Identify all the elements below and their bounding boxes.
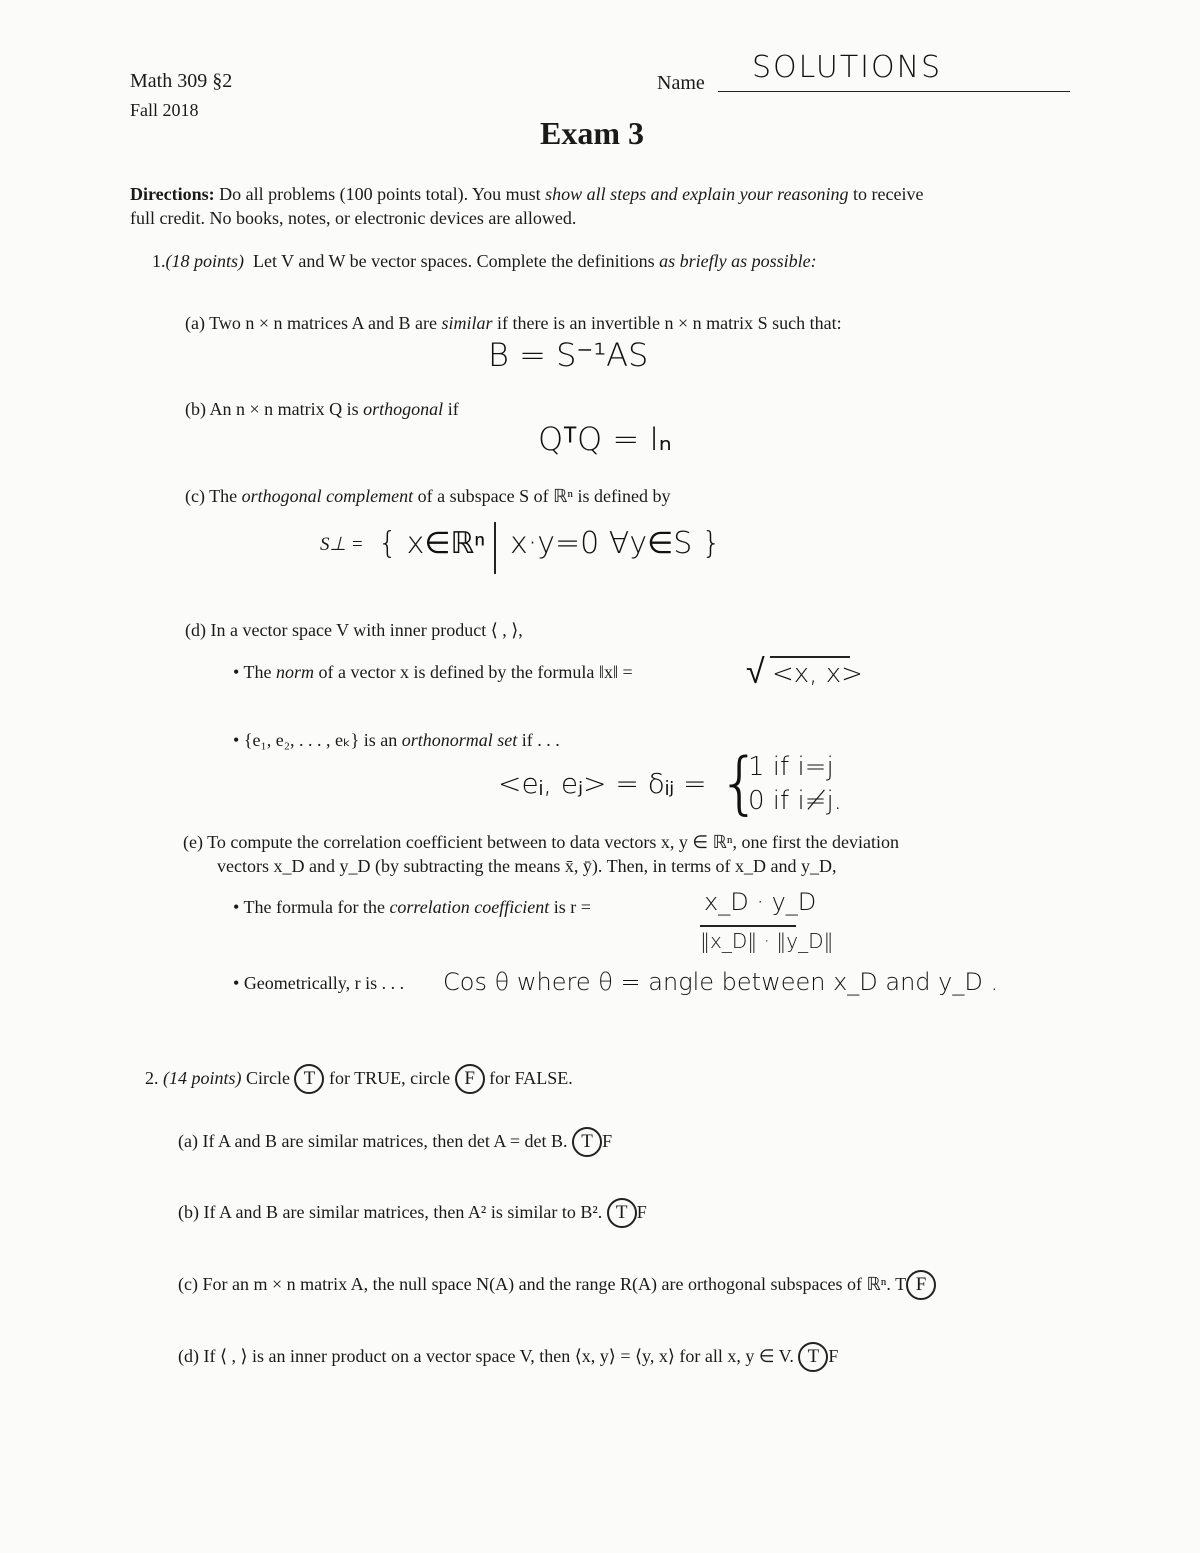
q1d-b2-post: if . . . (521, 730, 560, 750)
q2b-item (178, 1198, 647, 1228)
q1-text: Let V and W be vector spaces. Complete the definitions (253, 251, 655, 271)
course-label: Math 309 §2 (130, 70, 233, 92)
q1b-body-2: if (447, 399, 459, 419)
q1e-b2-pre: Geometrically, r is . . . (243, 973, 405, 993)
q2-intro-post: for FALSE. (489, 1068, 573, 1088)
q2d-item (178, 1342, 838, 1372)
directions-line-1 (130, 184, 923, 205)
q1d-b1-term: norm (275, 662, 314, 682)
q1d-b2-term: orthonormal set (401, 730, 518, 750)
q1e-b2-answer: Cos θ where θ = angle between x_D and y_D . (443, 968, 999, 996)
q1c-answer-left: { x∈ℝⁿ (378, 526, 486, 561)
q2b-label: (b) (178, 1202, 199, 1222)
q1e-b1-term: correlation coefficient (389, 897, 550, 917)
q2d-text: If ⟨ , ⟩ is an inner product on a vector space V, then ⟨x, y⟩ = ⟨y, x⟩ for all x, y ∈ V. (203, 1346, 794, 1366)
q1e-label: (e) (183, 832, 203, 852)
q1c-label: (c) (185, 486, 205, 506)
q2d-other-letter: F (828, 1346, 839, 1366)
q1d-b2-answer: <eᵢ, eⱼ> = δᵢⱼ = (498, 767, 707, 800)
q2-number: 2. (145, 1068, 159, 1088)
q2a-item (178, 1127, 612, 1157)
q1e-b1-pre: The formula for the (243, 897, 385, 917)
q1e-line-2: vectors x_D and y_D (by subtracting the means x̄, ȳ). Then, in terms of x_D and y_D, (217, 856, 837, 876)
q2-intro-pre: Circle (246, 1068, 290, 1088)
q1d-text (185, 620, 523, 641)
q2-true-circle: T (294, 1064, 324, 1094)
q2d-label: (d) (178, 1346, 199, 1366)
directions-emphasis: show all steps and explain your reasoning (545, 184, 849, 204)
q2-prompt (145, 1064, 573, 1094)
q1e-bullet-2: • Geometrically, r is . . . (233, 973, 405, 993)
q1a-body: Two n × n matrices A and B are (209, 313, 438, 333)
q2a-circled-answer: T (572, 1127, 602, 1157)
q2b-circled-answer: T (607, 1198, 637, 1228)
q2a-other-letter: F (602, 1131, 613, 1151)
q1c-text (185, 486, 671, 507)
q1c-answer-right: x·y=0 ∀y∈S } (510, 526, 721, 561)
q1-number: 1. (152, 251, 166, 271)
q1-points: (18 points) (165, 251, 244, 271)
q1e-fraction-bar (700, 925, 796, 927)
q2c-label: (c) (178, 1274, 198, 1294)
q2a-text: If A and B are similar matrices, then det A = det B. (202, 1131, 568, 1151)
exam-title: Exam 3 (540, 115, 644, 151)
q1-prompt (152, 251, 817, 272)
q2d-circled-answer: T (798, 1342, 828, 1372)
q1c-body-2: of a subspace S of ℝⁿ is defined by (417, 486, 671, 506)
q1c-bar (494, 522, 496, 574)
directions-text-after: to receive (853, 184, 924, 204)
q1b-body: An n × n matrix Q is (209, 399, 359, 419)
q1a-term: similar (441, 313, 493, 333)
name-label: Name (657, 72, 705, 94)
q2-points: (14 points) (163, 1068, 242, 1088)
q1c-lhs: S⊥ = (320, 534, 364, 555)
term-label: Fall 2018 (130, 100, 199, 120)
name-value: SOLUTIONS (752, 50, 943, 85)
q1d-b2-pre: {e₁, e₂, . . . , eₖ} is an (243, 730, 398, 750)
q1c-body: The (209, 486, 238, 506)
q1d-body: In a vector space V with inner product ⟨ , ⟩, (210, 620, 523, 640)
q1c-term: orthogonal complement (241, 486, 414, 506)
q1-emphasis: as briefly as possible: (659, 251, 817, 271)
directions-text: Do all problems (100 points total). You must (219, 184, 541, 204)
q2-intro-mid: for TRUE, circle (328, 1068, 451, 1088)
q1d-b1-pre: The (243, 662, 272, 682)
directions-line-2: full credit. No books, notes, or electronic devices are allowed. (130, 208, 577, 228)
name-underline (718, 91, 1070, 92)
q1d-case-1: 1 if i=j (748, 752, 834, 782)
q1e-bullet-1: • The formula for the correlation coefficient is r = (233, 897, 591, 917)
q1a-body-2: if there is an invertible n × n matrix S such that: (497, 313, 842, 333)
q1b-term: orthogonal (363, 399, 444, 419)
q1d-bullet-1: • The norm of a vector x is defined by the formula ‖x‖ = (233, 662, 633, 682)
q2c-circled-answer: F (906, 1270, 936, 1300)
q1a-label: (a) (185, 313, 205, 333)
q1d-bullet-2: • {e₁, e₂, . . . , eₖ} is an orthonormal set if . . . (233, 730, 560, 750)
q1d-label: (d) (185, 620, 206, 640)
q1e-b1-post: is r = (553, 897, 591, 917)
directions-label: Directions: (130, 184, 215, 204)
q1e-numerator: x_D · y_D (704, 888, 817, 916)
q1e-denominator: ‖x_D‖ · ‖y_D‖ (700, 929, 834, 953)
q1d-brace: { (718, 744, 762, 823)
q1e-line-1 (183, 832, 899, 853)
q2c-other-letter: T (895, 1274, 907, 1294)
q1b-answer: QᵀQ = Iₙ (538, 420, 672, 458)
q1d-sqrt-sign: √ (746, 652, 765, 692)
q1a-answer: B = S⁻¹AS (488, 336, 649, 374)
q1d-b1-answer: <x, x> (772, 659, 863, 689)
q1d-sqrt-bar (770, 656, 850, 658)
q1b-label: (b) (185, 399, 206, 419)
q2b-other-letter: F (636, 1202, 647, 1222)
q1e-body: To compute the correlation coefficient between to data vectors x, y ∈ ℝⁿ, one first the deviation (207, 832, 899, 852)
q1a-text (185, 313, 842, 334)
q2c-text: For an m × n matrix A, the null space N(A) and the range R(A) are orthogonal subspaces of ℝⁿ. (202, 1274, 891, 1294)
q2a-label: (a) (178, 1131, 198, 1151)
q1d-b1-post: of a vector x is defined by the formula ‖x‖ = (318, 662, 633, 682)
q1d-case-2: 0 if i≠j. (748, 786, 842, 816)
q2-false-circle: F (455, 1064, 485, 1094)
q1b-text (185, 399, 459, 420)
q2c-item (178, 1270, 936, 1300)
q2b-text: If A and B are similar matrices, then A² is similar to B². (203, 1202, 603, 1222)
